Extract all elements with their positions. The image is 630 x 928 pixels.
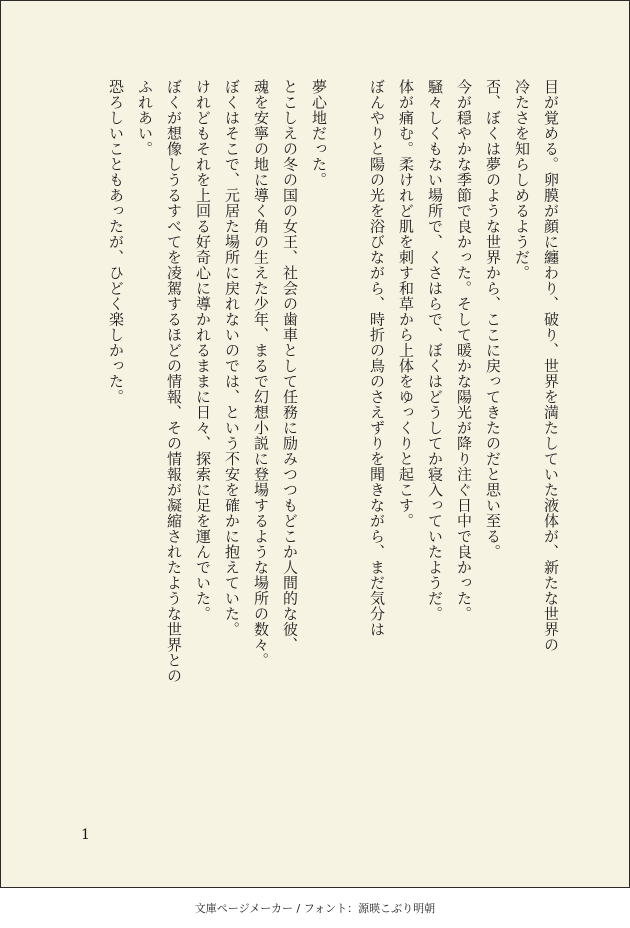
text-line: とこしえの冬の国の女王、社会の歯車として任務に励みつつもどこか人間的な彼、	[281, 79, 299, 653]
text-line: ぼくはそこで、元居た場所に戻れないのでは、という不安を確かに抱えていた。	[223, 79, 241, 637]
text-line: ふれあい。	[136, 79, 154, 157]
text-line: ぼんやりと陽の光を浴びながら、時折の鳥のさえずりを聞きながら、まだ気分は	[368, 79, 386, 637]
text-line: 恐ろしいこともあったが、ひどく楽しかった。	[107, 79, 125, 405]
text-line: 目が覚める。卵膜が顔に纏わり、破り、世界を満たしていた液体が、新たな世界の	[542, 79, 560, 653]
text-line: 否、ぼくは夢のような世界から、ここに戻ってきたのだと思い至る。	[484, 79, 502, 560]
page-number: 1	[81, 827, 90, 843]
vertical-body-text	[65, 79, 565, 799]
text-line: 今が穏やかな季節で良かった。そして暖かな陽光が降り注ぐ日中で良かった。	[455, 79, 473, 622]
text-line: けれどもそれを上回る好奇心に導かれるままに日々、探索に足を運んでいた。	[194, 79, 212, 622]
text-line: ぼくが想像しうるすべてを凌駕するほどの情報、その情報が凝縮されたような世界との	[165, 79, 183, 684]
text-line: 魂を安寧の地に導く角の生えた少年、まるで幻想小説に登場するような場所の数々。	[252, 79, 270, 668]
text-line: 騒々しくもない場所で、くさはらで、ぼくはどうしてか寝入っていたようだ。	[426, 79, 444, 622]
text-line: 体が痛む。柔けれど肌を刺す和草から上体をゆっくりと起こす。	[397, 79, 415, 529]
text-line: 夢心地だった。	[310, 79, 328, 188]
footer-credit: 文庫ページメーカー / フォント：源暎こぶり明朝	[194, 902, 436, 915]
text-line: 冷たさを知らしめるようだ。	[513, 79, 531, 281]
